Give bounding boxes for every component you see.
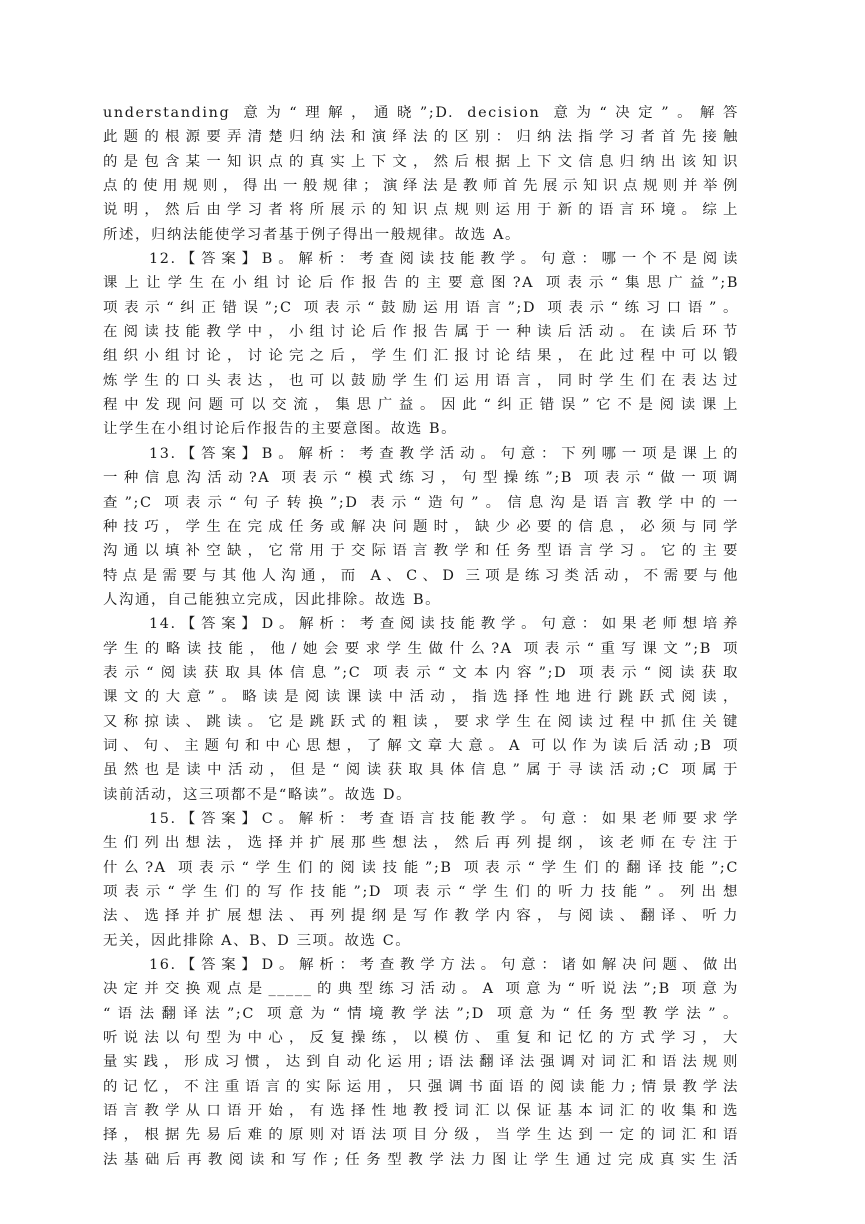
text-line: 查”;C 项表示“句子转换”;D 表示“造句”。信息沟是语言教学中的一 — [103, 494, 739, 511]
text-line: 的是包含某一知识点的真实上下文，然后根据上下文信息归纳出该知识 — [103, 153, 739, 170]
paragraph-first-line: 15.【答案】C。解析：考查语言技能教学。句意：如果老师要求学 — [149, 810, 739, 827]
text-line: 点的使用规则，得出一般规律；演绎法是教师首先展示知识点规则并举例 — [103, 178, 739, 195]
text-line: 语言教学从口语开始，有选择性地教授词汇以保证基本词汇的收集和选 — [103, 1103, 739, 1120]
answer-explanations-text — [103, 101, 739, 1172]
text-line: 词、句、主题句和中心思想，了解文章大意。A 可以作为读后活动;B 项 — [103, 737, 739, 754]
text-line: 项表示“纠正错误”;C 项表示“鼓励运用语言”;D 项表示“练习口语”。 — [103, 299, 739, 316]
text-line: 让学生在小组讨论后作报告的主要意图。故选 B。 — [103, 421, 458, 438]
text-line: 种技巧，学生在完成任务或解决问题时，缺少必要的信息，必须与同学 — [103, 518, 739, 535]
text-line: 一种信息沟活动?A 项表示“模式练习，句型操练”;B 项表示“做一项调 — [103, 470, 739, 487]
text-line: 决定并交换观点是_____的典型练习活动。A 项意为“听说法”;B 项意为 — [103, 981, 739, 998]
text-line: 此题的根源要弄清楚归纳法和演绎法的区别：归纳法指学习者首先接触 — [103, 129, 739, 146]
text-line: understanding 意为“理解，通晓”;D. decision 意为“决定”。解答 — [103, 105, 739, 121]
paragraph-first-line: 12.【答案】B。解析：考查阅读技能教学。句意：哪一个不是阅读 — [149, 251, 739, 268]
text-line: 读前活动，这三项都不是“略读”。故选 D。 — [103, 786, 413, 803]
text-line: 的记忆，不注重语言的实际运用，只强调书面语的阅读能力;情景教学法 — [103, 1078, 739, 1095]
paragraph-first-line: 14.【答案】D。解析：考查阅读技能教学。句意：如果老师想培养 — [149, 616, 739, 633]
text-line: 特点是需要与其他人沟通，而 A、C、D 三项是练习类活动，不需要与他 — [103, 567, 739, 584]
text-line: 又称掠读、跳读。它是跳跃式的粗读，要求学生在阅读过程中抓住关键 — [103, 713, 739, 730]
text-line: 无关，因此排除 A、B、D 三项。故选 C。 — [103, 932, 412, 949]
text-line: 程中发现问题可以交流，集思广益。因此“纠正错误”它不是阅读课上 — [103, 397, 739, 414]
text-line: 组织小组讨论，讨论完之后，学生们汇报讨论结果，在此过程中可以锻 — [103, 348, 739, 365]
text-line: 法、选择并扩展想法、再列提纲是写作教学内容，与阅读、翻译、听力 — [103, 908, 739, 925]
text-line: 法基础后再教阅读和写作;任务型教学法力图让学生通过完成真实生活 — [103, 1151, 739, 1168]
text-line: 说明，然后由学习者将所展示的知识点规则运用于新的语言环境。综上 — [103, 202, 739, 219]
text-line: 在阅读技能教学中，小组讨论后作报告属于一种读后活动。在读后环节 — [103, 324, 739, 341]
paragraph-first-line: 13.【答案】B。解析：考查教学活动。句意：下列哪一项是课上的 — [149, 445, 739, 462]
text-line: 量实践，形成习惯，达到自动化运用;语法翻译法强调对词汇和语法规则 — [103, 1054, 739, 1071]
text-line: 项表示“学生们的写作技能”;D 项表示“学生们的听力技能”。列出想 — [103, 884, 739, 900]
text-line: 表示“阅读获取具体信息”;C 项表示“文本内容”;D 项表示“阅读获取 — [103, 664, 739, 681]
text-line: 沟通以填补空缺，它常用于交际语言教学和任务型语言学习。它的主要 — [103, 543, 739, 560]
text-line: 择，根据先易后难的原则对语法项目分级，当学生达到一定的词汇和语 — [103, 1127, 739, 1144]
text-line: 所述，归纳法能使学习者基于例子得出一般规律。故选 A。 — [103, 226, 521, 243]
text-line: 听说法以句型为中心，反复操练，以模仿、重复和记忆的方式学习，大 — [103, 1030, 739, 1047]
text-line: 炼学生的口头表达，也可以鼓励学生们运用语言，同时学生们在表达过 — [103, 372, 739, 389]
text-line: 人沟通，自己能独立完成，因此排除。故选 B。 — [103, 591, 442, 608]
text-line: 虽然也是读中活动，但是“阅读获取具体信息”属于寻读活动;C 项属于 — [103, 762, 739, 779]
text-line: “语法翻译法”;C 项意为“情境教学法”;D 项意为“任务型教学法”。 — [103, 1005, 739, 1022]
text-line: 生们列出想法，选择并扩展那些想法，然后再列提纲，该老师在专注于 — [103, 835, 739, 852]
text-line: 课上让学生在小组讨论后作报告的主要意图?A 项表示“集思广益”;B — [103, 275, 739, 292]
text-line: 什么?A 项表示“学生们的阅读技能”;B 项表示“学生们的翻译技能”;C — [103, 859, 739, 876]
text-line: 课文的大意”。略读是阅读课读中活动，指选择性地进行跳跃式阅读， — [103, 689, 739, 706]
paragraph-first-line: 16.【答案】D。解析：考查教学方法。句意：诸如解决问题、做出 — [149, 957, 739, 974]
text-line: 学生的略读技能，他/她会要求学生做什么?A 项表示“重写课文”;B 项 — [103, 640, 739, 657]
